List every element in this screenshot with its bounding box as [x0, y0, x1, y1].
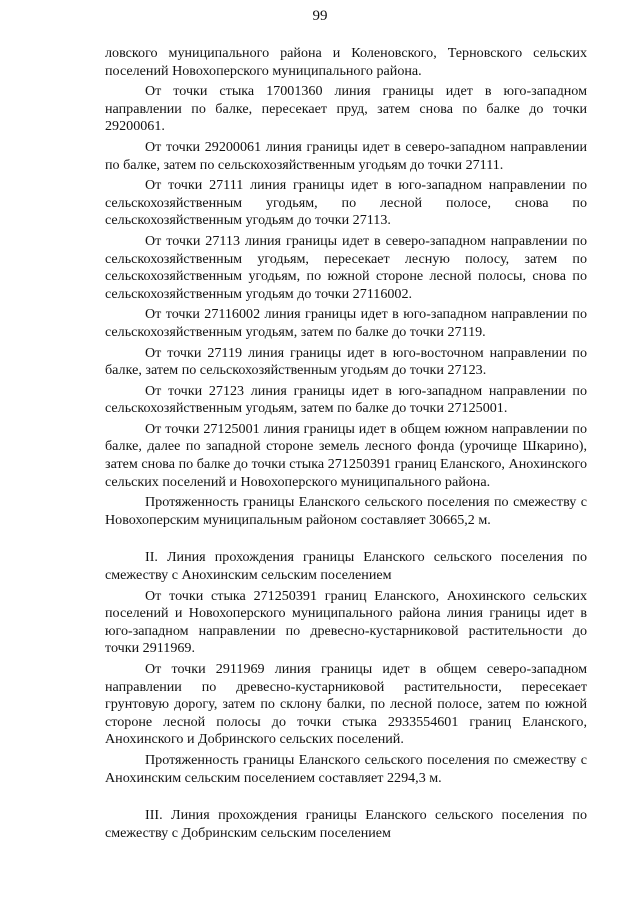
- paragraph: От точки 27116002 линия границы идет в юго-западном направлении по сельскохозяйственным угодьям, затем по балке до точки 27119.: [105, 306, 587, 340]
- document-body: [105, 45, 587, 845]
- paragraph: От точки стыка 271250391 границ Еланского, Анохинского сельских поселений и Новохоперского муниципального района линия границы идет в юго-западном направлении по древесно-кустарниковой растительности до точки 2911969.: [105, 587, 587, 657]
- paragraph: От точки 2911969 линия границы идет в общем северо-западном направлении по древесно-кустарниковой растительности, пересекает грунтовую дорогу, затем по склону балки, по лесной полосе, затем по южной стороне лесной полосы до точки стыка 2933554601 границ Еланского, Анохинского и Добринского сельских поселений.: [105, 661, 587, 748]
- paragraph: От точки 29200061 линия границы идет в северо-западном направлении по балке, затем по сельскохозяйственным угодьям до точки 27111.: [105, 138, 587, 173]
- paragraph: От точки 27113 линия границы идет в северо-западном направлении по сельскохозяйственным угодьям, пересекает лесную полосу, затем по сельскохозяйственным угодьям, по южной стороне лесной полосы, снова по сельскохозяйственным угодьям до точки 27116002.: [105, 232, 587, 302]
- section-heading: II. Линия прохождения границы Еланского сельского поселения по смежеству с Анохинским сельским поселением: [105, 549, 587, 584]
- paragraph: От точки 27123 линия границы идет в юго-западном направлении по сельскохозяйственным угодьям, затем по балке до точки 27125001.: [105, 382, 587, 417]
- section-heading: III. Линия прохождения границы Еланского сельского поселения по смежеству с Добринским сельским поселением: [105, 807, 587, 841]
- page-number: 99: [312, 8, 328, 24]
- paragraph: От точки стыка 17001360 линия границы идет в юго-западном направлении по балке, пересекает пруд, затем снова по балке до точки 29200061.: [105, 83, 587, 135]
- paragraph-summary: Протяженность границы Еланского сельского поселения по смежеству с Анохинским сельским поселением составляет 2294,3 м.: [105, 751, 587, 786]
- paragraph: От точки 27119 линия границы идет в юго-восточном направлении по балке, затем по сельскохозяйственным угодьям до точки 27123.: [105, 344, 587, 379]
- paragraph: От точки 27111 линия границы идет в юго-западном направлении по сельскохозяйственным угодьям, по лесной полосе, снова по сельскохозяйственным угодьям до точки 27113.: [105, 177, 587, 229]
- paragraph-summary: Протяженность границы Еланского сельского поселения по смежеству с Новохоперским муниципальным районом составляет 30665,2 м.: [105, 494, 587, 528]
- paragraph: От точки 27125001 линия границы идет в общем южном направлении по балке, далее по западной стороне земель лесного фонда (урочище Шкарино), затем снова по балке до точки стыка 271250391 границ Еланского, Анохинского сельских поселений и Новохоперского муниципального района.: [105, 420, 587, 490]
- paragraph-continuation: ловского муниципального района и Коленовского, Терновского сельских поселений Новохоперского муниципального района.: [105, 45, 587, 79]
